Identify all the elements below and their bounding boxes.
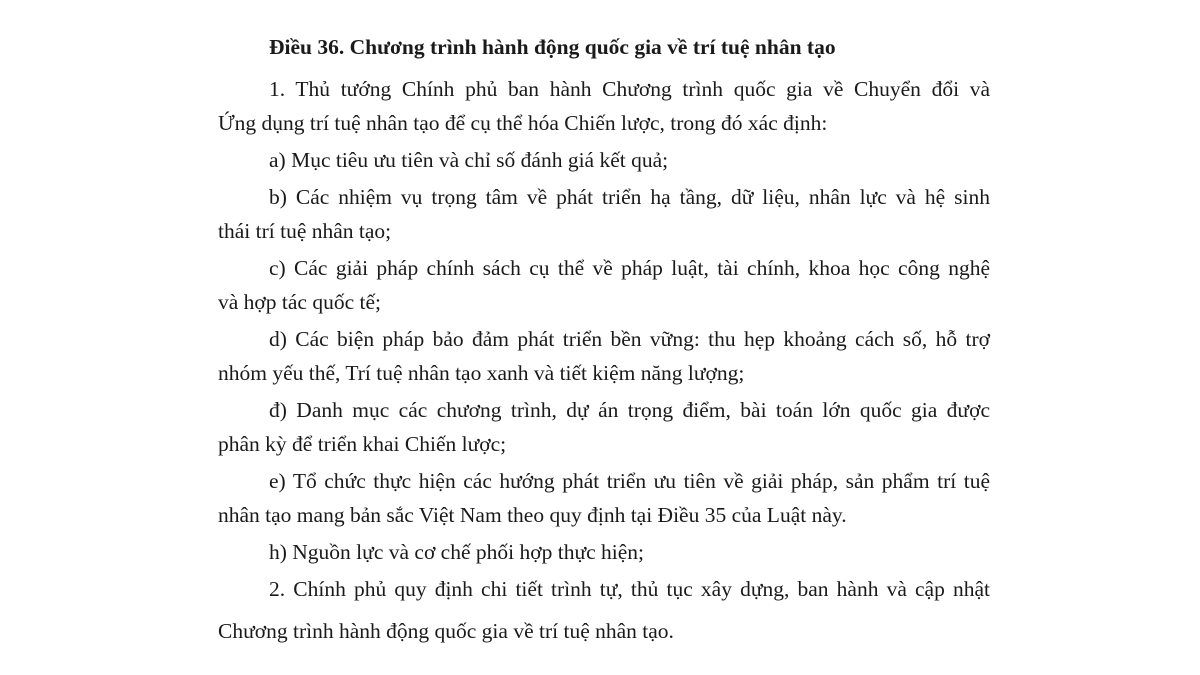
item-h-line-1: h) Nguồn lực và cơ chế phối hợp thực hiện;	[269, 540, 645, 564]
clause-2	[218, 572, 990, 648]
clause-2-line-1: 2. Chính phủ quy định chi tiết trình tự, thủ tục xây dựng, ban hành và cập nhật	[269, 577, 990, 601]
item-dd-line-2: phân kỳ để triển khai Chiến lược;	[218, 432, 507, 456]
item-b-line-1: b) Các nhiệm vụ trọng tâm về phát triển hạ tầng, dữ liệu, nhân lực và hệ sinh	[269, 185, 990, 209]
item-d-line-1: d) Các biện pháp bảo đảm phát triển bền vững: thu hẹp khoảng cách số, hỗ trợ	[269, 327, 990, 351]
clause-1	[218, 72, 990, 140]
clause-1-line-1: 1. Thủ tướng Chính phủ ban hành Chương trình quốc gia về Chuyển đổi và	[269, 77, 990, 101]
item-c-line-2: và hợp tác quốc tế;	[218, 290, 382, 314]
item-b	[218, 180, 990, 248]
item-e-line-1: e) Tổ chức thực hiện các hướng phát triển ưu tiên về giải pháp, sản phẩm trí tuệ	[269, 469, 990, 493]
item-dd-line-1: đ) Danh mục các chương trình, dự án trọng điểm, bài toán lớn quốc gia được	[269, 398, 990, 422]
article-36	[218, 32, 990, 651]
clause-2-line-2: Chương trình hành động quốc gia về trí tuệ nhân tạo.	[218, 619, 674, 643]
item-a	[218, 143, 990, 177]
item-b-line-2: thái trí tuệ nhân tạo;	[218, 219, 392, 243]
item-h	[218, 535, 990, 569]
item-dd	[218, 393, 990, 461]
item-a-line-1: a) Mục tiêu ưu tiên và chỉ số đánh giá kết quả;	[269, 148, 669, 172]
item-d	[218, 322, 990, 390]
item-c-line-1: c) Các giải pháp chính sách cụ thể về pháp luật, tài chính, khoa học công nghệ	[269, 256, 990, 280]
item-c	[218, 251, 990, 319]
article-title: Điều 36. Chương trình hành động quốc gia về trí tuệ nhân tạo	[269, 35, 836, 59]
item-e	[218, 464, 990, 532]
clause-1-line-2: Ứng dụng trí tuệ nhân tạo để cụ thể hóa Chiến lược, trong đó xác định:	[218, 111, 828, 135]
item-e-line-2: nhân tạo mang bản sắc Việt Nam theo quy định tại Điều 35 của Luật này.	[218, 503, 847, 527]
item-d-line-2: nhóm yếu thế, Trí tuệ nhân tạo xanh và tiết kiệm năng lượng;	[218, 361, 745, 385]
